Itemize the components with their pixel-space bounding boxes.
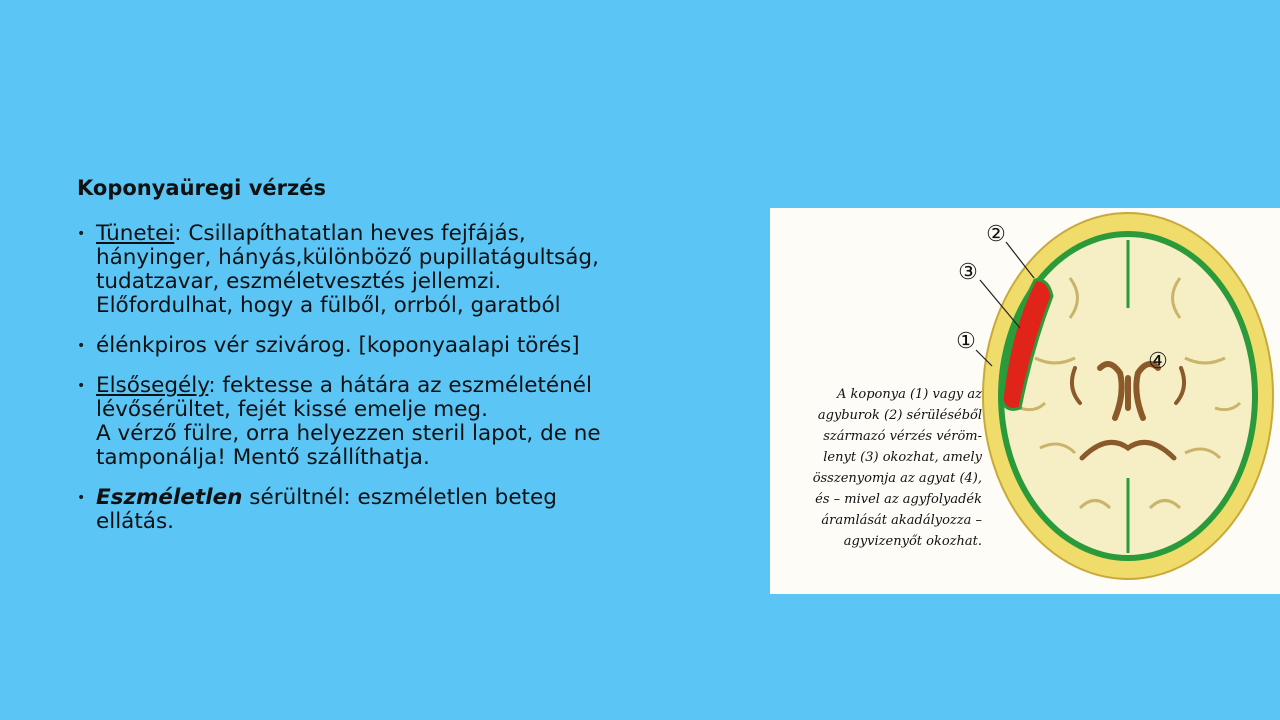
bullet-text: : fektesse a hátára az eszméleténél [208, 373, 592, 398]
bullet-line: élénkpiros vér szivárog. [koponyaalapi törés] [96, 333, 580, 358]
bullet-line: lévősérültet, fejét kissé emelje meg. [96, 397, 488, 422]
bullet-line: Előfordulhat, hogy a fülből, orrból, garatból [96, 293, 561, 318]
caption-line: áramlását akadályozza – [821, 513, 982, 528]
bullet-text: : Csillapíthatatlan heves fejfájás, [174, 221, 526, 246]
first-aid-label: Elsősegély [96, 373, 209, 398]
caption-line: agyburok (2) sérüléséből [817, 408, 982, 423]
symptoms-label: Tünetei [96, 221, 175, 246]
caption-line: összenyomja az agyat (4), [812, 471, 982, 486]
slide-title: Koponyaüregi vérzés [77, 176, 326, 200]
bullet-dot-icon: • [77, 490, 86, 506]
bullet-dot-icon: • [77, 226, 86, 242]
bullet-dot-icon: • [77, 378, 86, 394]
caption-line: A koponya (1) vagy az [836, 387, 982, 402]
bullet-text: sérültnél: eszméletlen beteg [242, 485, 557, 510]
bullet-line [96, 486, 717, 510]
caption-line: agyvizenyőt okozhat. [843, 534, 982, 549]
label-brain: ④ [1148, 349, 1168, 374]
bullet-list [77, 222, 717, 550]
bullet-unconscious [77, 486, 717, 534]
bullet-symptoms [77, 222, 717, 318]
skull-diagram [770, 208, 1280, 594]
label-hematoma: ③ [958, 260, 978, 285]
bullet-line: tamponálja! Mentő szállíthatja. [96, 445, 430, 470]
unconscious-label: Eszméletlen [96, 485, 243, 510]
bullet-line: hányinger, hányás,különböző pupillatágultság, [96, 245, 599, 270]
bullet-line [96, 222, 717, 246]
caption-line: és – mivel az agyfolyadék [815, 492, 982, 507]
bullet-line: ellátás. [96, 509, 174, 534]
label-skull: ① [956, 329, 976, 354]
caption-line: lenyt (3) okozhat, amely [823, 450, 982, 465]
bullet-line: A vérző fülre, orra helyezzen steril lapot, de ne [96, 421, 601, 446]
bullet-line [96, 374, 717, 398]
bullet-dot-icon: • [77, 338, 86, 354]
bullet-bleeding [77, 334, 717, 358]
caption-line: származó vérzés véröm- [823, 429, 982, 444]
bullet-first-aid [77, 374, 717, 470]
label-dura: ② [986, 222, 1006, 247]
bullet-line: tudatzavar, eszméletvesztés jellemzi. [96, 269, 502, 294]
diagram-caption [782, 384, 982, 552]
